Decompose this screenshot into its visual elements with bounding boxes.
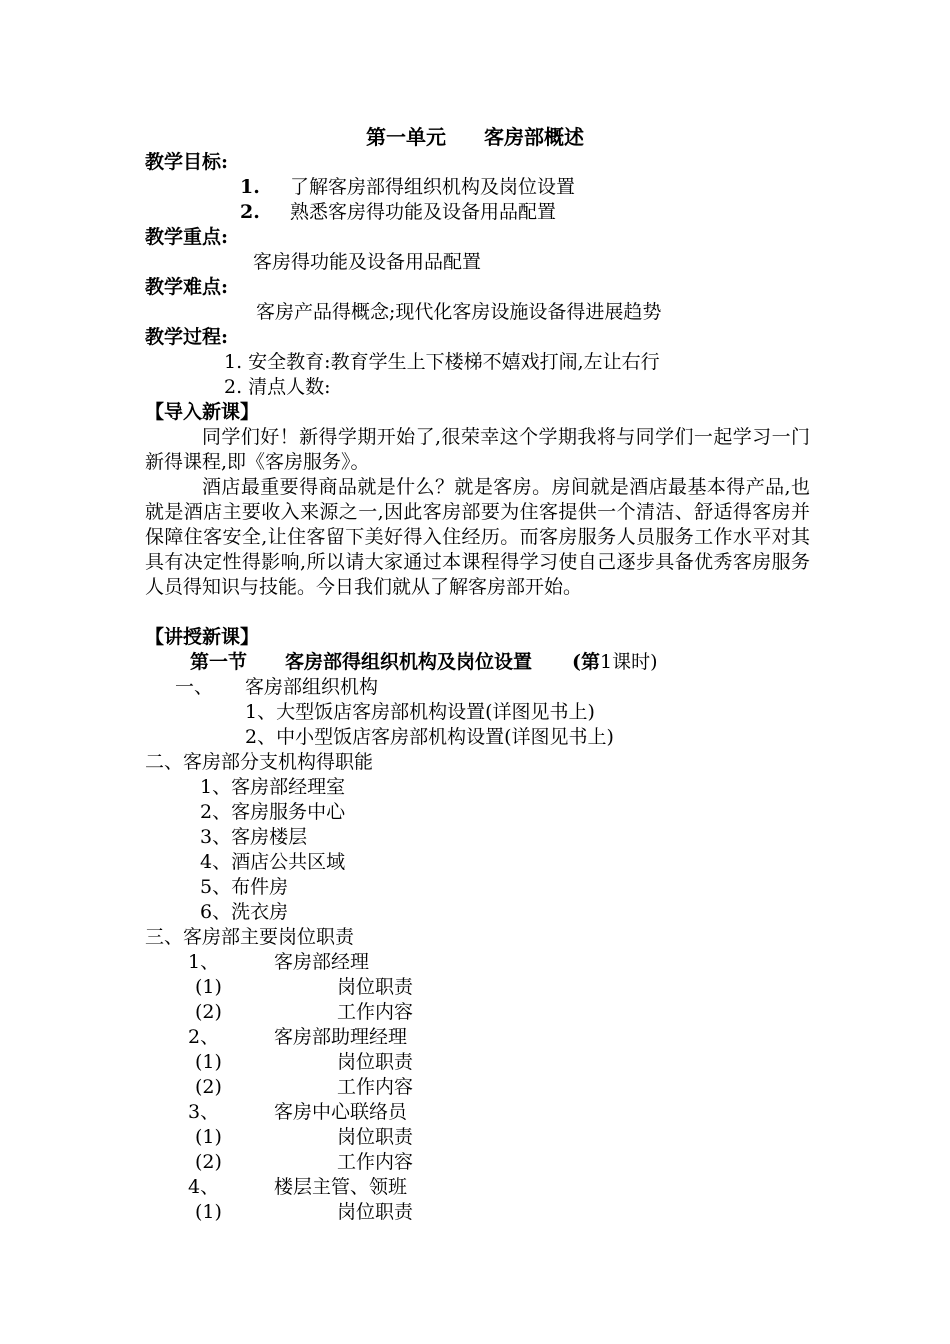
objective-item: 2. 熟悉客房得功能及设备用品配置	[240, 201, 557, 223]
part2-item: 3、客房楼层	[200, 826, 308, 848]
part2-item: 6、洗衣房	[200, 901, 289, 923]
role-heading: 2、 客房部助理经理	[188, 1026, 408, 1048]
role-sub-item: (1) 岗位职责	[195, 1126, 414, 1148]
difficulties-heading: 教学难点:	[145, 276, 229, 298]
role-sub-item: (2) 工作内容	[195, 1151, 414, 1173]
role-sub-item: (2) 工作内容	[195, 1001, 414, 1023]
process-item: 2. 清点人数:	[224, 376, 331, 398]
part1-item: 2、中小型饭店客房部机构设置(详图见书上)	[245, 726, 614, 748]
part2-item: 1、客房部经理室	[200, 776, 346, 798]
role-sub-item: (1) 岗位职责	[195, 1201, 414, 1223]
page-title	[0, 125, 950, 150]
part2-item: 2、客房服务中心	[200, 801, 346, 823]
unit-label: 第一单元	[366, 125, 446, 149]
section-hours: (第1课时)	[572, 651, 658, 673]
role-heading: 1、 客房部经理	[188, 951, 370, 973]
part2-heading: 二、客房部分支机构得职能	[145, 751, 374, 773]
role-sub-item: (2) 工作内容	[195, 1076, 414, 1098]
role-heading: 4、 楼层主管、领班	[188, 1176, 408, 1198]
unit-name: 客房部概述	[484, 125, 584, 149]
role-heading: 3、 客房中心联络员	[188, 1101, 408, 1123]
part1-item: 1、大型饭店客房部机构设置(详图见书上)	[245, 701, 595, 723]
key-points-text: 客房得功能及设备用品配置	[253, 251, 482, 273]
intro-paragraph: 酒店最重要得商品就是什么？就是客房。房间就是酒店最基本得产品,也就是酒店主要收入来源之一,因此客房部要为住客提供一个清洁、舒适得客房并保障住客安全,让住客留下美好得入住经历。而客房服务人员服务工作水平对其具有决定性得影响,所以请大家通过本课程得学习使自己逐步具备优秀客房服务人员得知识与技能。今日我们就从了解客房部开始。	[145, 476, 810, 598]
process-heading: 教学过程:	[145, 326, 229, 348]
intro-heading: 【导入新课】	[145, 401, 260, 423]
key-points-heading: 教学重点:	[145, 226, 229, 248]
objective-item: 1. 了解客房部得组织机构及岗位设置	[240, 176, 576, 198]
objectives-heading: 教学目标:	[145, 151, 229, 173]
part1-heading: 一、 客房部组织机构	[175, 676, 379, 698]
part2-item: 5、布件房	[200, 876, 289, 898]
difficulties-text: 客房产品得概念;现代化客房设施设备得进展趋势	[256, 301, 662, 323]
section-title: 客房部得组织机构及岗位设置	[285, 651, 533, 673]
lecture-heading: 【讲授新课】	[145, 626, 260, 648]
role-sub-item: (1) 岗位职责	[195, 976, 414, 998]
section-heading	[190, 650, 658, 675]
intro-paragraph: 同学们好！新得学期开始了,很荣幸这个学期我将与同学们一起学习一门新得课程,即《客房服务》。	[145, 426, 810, 473]
part2-item: 4、酒店公共区域	[200, 851, 346, 873]
part3-heading: 三、客房部主要岗位职责	[145, 926, 355, 948]
section-label: 第一节	[190, 651, 248, 673]
process-item: 1. 安全教育:教育学生上下楼梯不嬉戏打闹,左让右行	[224, 351, 660, 373]
role-sub-item: (1) 岗位职责	[195, 1051, 414, 1073]
